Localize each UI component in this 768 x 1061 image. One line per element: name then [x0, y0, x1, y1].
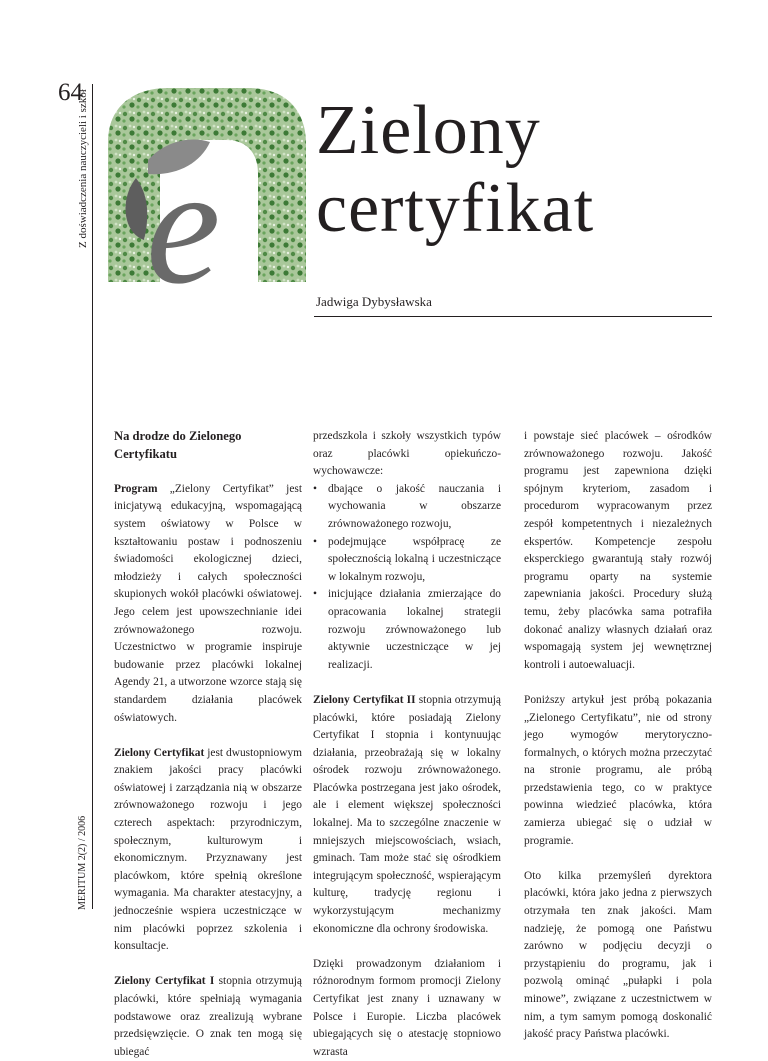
article-title — [316, 92, 594, 248]
column-3 — [524, 428, 712, 1044]
paragraph: Zielony Certyfikat jest dwustopniowym znakiem jakości pracy placówki oświatowej i zarządzania nią w obszarze zrównoważonego rozwoju i jego czterech aspektach: przyrodniczym, społecznym, kulturowym i ekonomicznym. Przyznawany jest placówkom, które spełnią określone wymagania. Ma charakter atestacyjny, a jednocześnie wspiera uczestniczące w nim placówki poprzez szkolenia i konsultacje. — [114, 746, 302, 953]
paragraph: Program „Zielony Certyfikat” jest inicjatywą edukacyjną, wspomagającą system oświatowy w Polsce w kształtowaniu postaw i podnoszeniu świadomości ekologicznej dzieci, młodzieży i całych społeczności skupionych wokół placówki oświatowej. Jego celem jest upowszechnianie idei zrównoważonego rozwoju. Uczestnictwo w programie inspiruje budowanie przez placówki lokalnej Agendy 21, a utworzone wzorce stają się standardem działania placówek oświatowych. — [114, 482, 302, 724]
paragraph: Poniższy artykuł jest próbą pokazania „Zielonego Certyfikatu”, nie od strony jego wymogów merytoryczno-formalnych, o których można przeczytać na stronie programu, ale próbą przedstawienia tego, co w praktyce powinna wiedzieć placówka, która zamierza ubiegać się o udział w programie. — [524, 693, 712, 847]
bullet-list — [313, 481, 501, 675]
paragraph: Oto kilka przemyśleń dyrektora placówki, która jako jedna z pierwszych otrzymała ten znak jakości. Mam nadzieję, że pomogą one Państwu zarówno w podjęciu decyzji o przystąpieniu do programu, jak i pozwolą ominąć „pułapki i pola minowe”, związane z uczestnictwem w nim, a tym samym pomogą doskonalić jakość pracy Państwa placówki. — [524, 869, 712, 1041]
list-item: • dbające o jakość nauczania i wychowania w obszarze zrównoważonego rozwoju, — [313, 481, 501, 534]
paragraph: i powstaje sieć placówek – ośrodków zrównoważonego rozwoju. Jakość programu jest zapewniona dzięki spójnym kryteriom, zasadom i procedurom wypracowanym przez zespół kompetentnych i niezależnych ekspertów. Kompetencje zespołu eksperckiego gwarantują stały rozwój programu oparty na systemie zapewniania jakości. Procedury służą temu, żeby placówka sama potrafiła dokonać analizy własnych działań oraz wspomagają system jej wewnętrznej kontroli i autoewaluacji. — [524, 430, 712, 671]
lead-term: Zielony Certyfikat — [114, 746, 205, 759]
page-number: 64 — [58, 79, 83, 106]
title-line-2: certyfikat — [316, 170, 595, 247]
section-heading: Na drodze do Zielonego Certyfikatu — [114, 429, 242, 461]
paragraph: przedszkola i szkoły wszystkich typów oraz placówki opiekuńczo-wychowawcze: — [313, 430, 501, 478]
journal-label: MERITUM 2(2) / 2006 — [77, 815, 88, 910]
paragraph: Zielony Certyfikat II stopnia otrzymują placówki, które posiadają Zielony Certyfikat I stopnia i kontynuując działania, przeobrażają się w lokalny ośrodek rozwoju zrównoważonego. Placówka postrzegana jest jako ośrodek, ale i element większej społeczności lokalnej. Ma to szczególne znaczenie w mniejszych miejscowościach, wsiach, gminach. Tam może stać się ośrodkiem integrującym społeczność, wspierającym kulturę, tradycję regionu i wykorzystującym mechanizmy ekonomiczne dla ochrony środowiska. — [313, 693, 501, 935]
green-certificate-logo — [108, 82, 308, 292]
author-rule — [314, 316, 712, 317]
vertical-rule — [92, 84, 93, 909]
paragraph: Dzięki prowadzonym działaniom i różnorodnym formom promocji Zielony Certyfikat jest znany i uznawany w Polsce i Europie. Liczba placówek ubiegających się o atestację stopniowo wzrasta — [313, 957, 501, 1058]
lead-term: Zielony Certyfikat I — [114, 975, 215, 988]
lead-term: Zielony Certyfikat II — [313, 693, 416, 706]
section-label: Z doświadczenia nauczycieli i szkół — [77, 89, 89, 248]
column-1 — [114, 428, 302, 1061]
logo-letter-e: e — [146, 133, 221, 292]
author: Jadwiga Dybysławska — [316, 294, 432, 309]
lead-term: Program — [114, 482, 158, 495]
list-item: • inicjujące działania zmierzające do opracowania lokalnej strategii rozwoju zrównoważonego lub aktywnie uczestniczące w jej realizacji. — [313, 586, 501, 674]
list-item: • podejmujące współpracę ze społecznością lokalną i uczestniczące w lokalnym rozwoju, — [313, 534, 501, 587]
paragraph: Zielony Certyfikat I stopnia otrzymują placówki, które spełniają wymagania podstawowe oraz zrealizują wybrane przedsięwzięcie. O znak ten mogą się ubiegać — [114, 975, 302, 1058]
title-line-1: Zielony — [316, 92, 541, 169]
column-2 — [313, 428, 501, 1061]
